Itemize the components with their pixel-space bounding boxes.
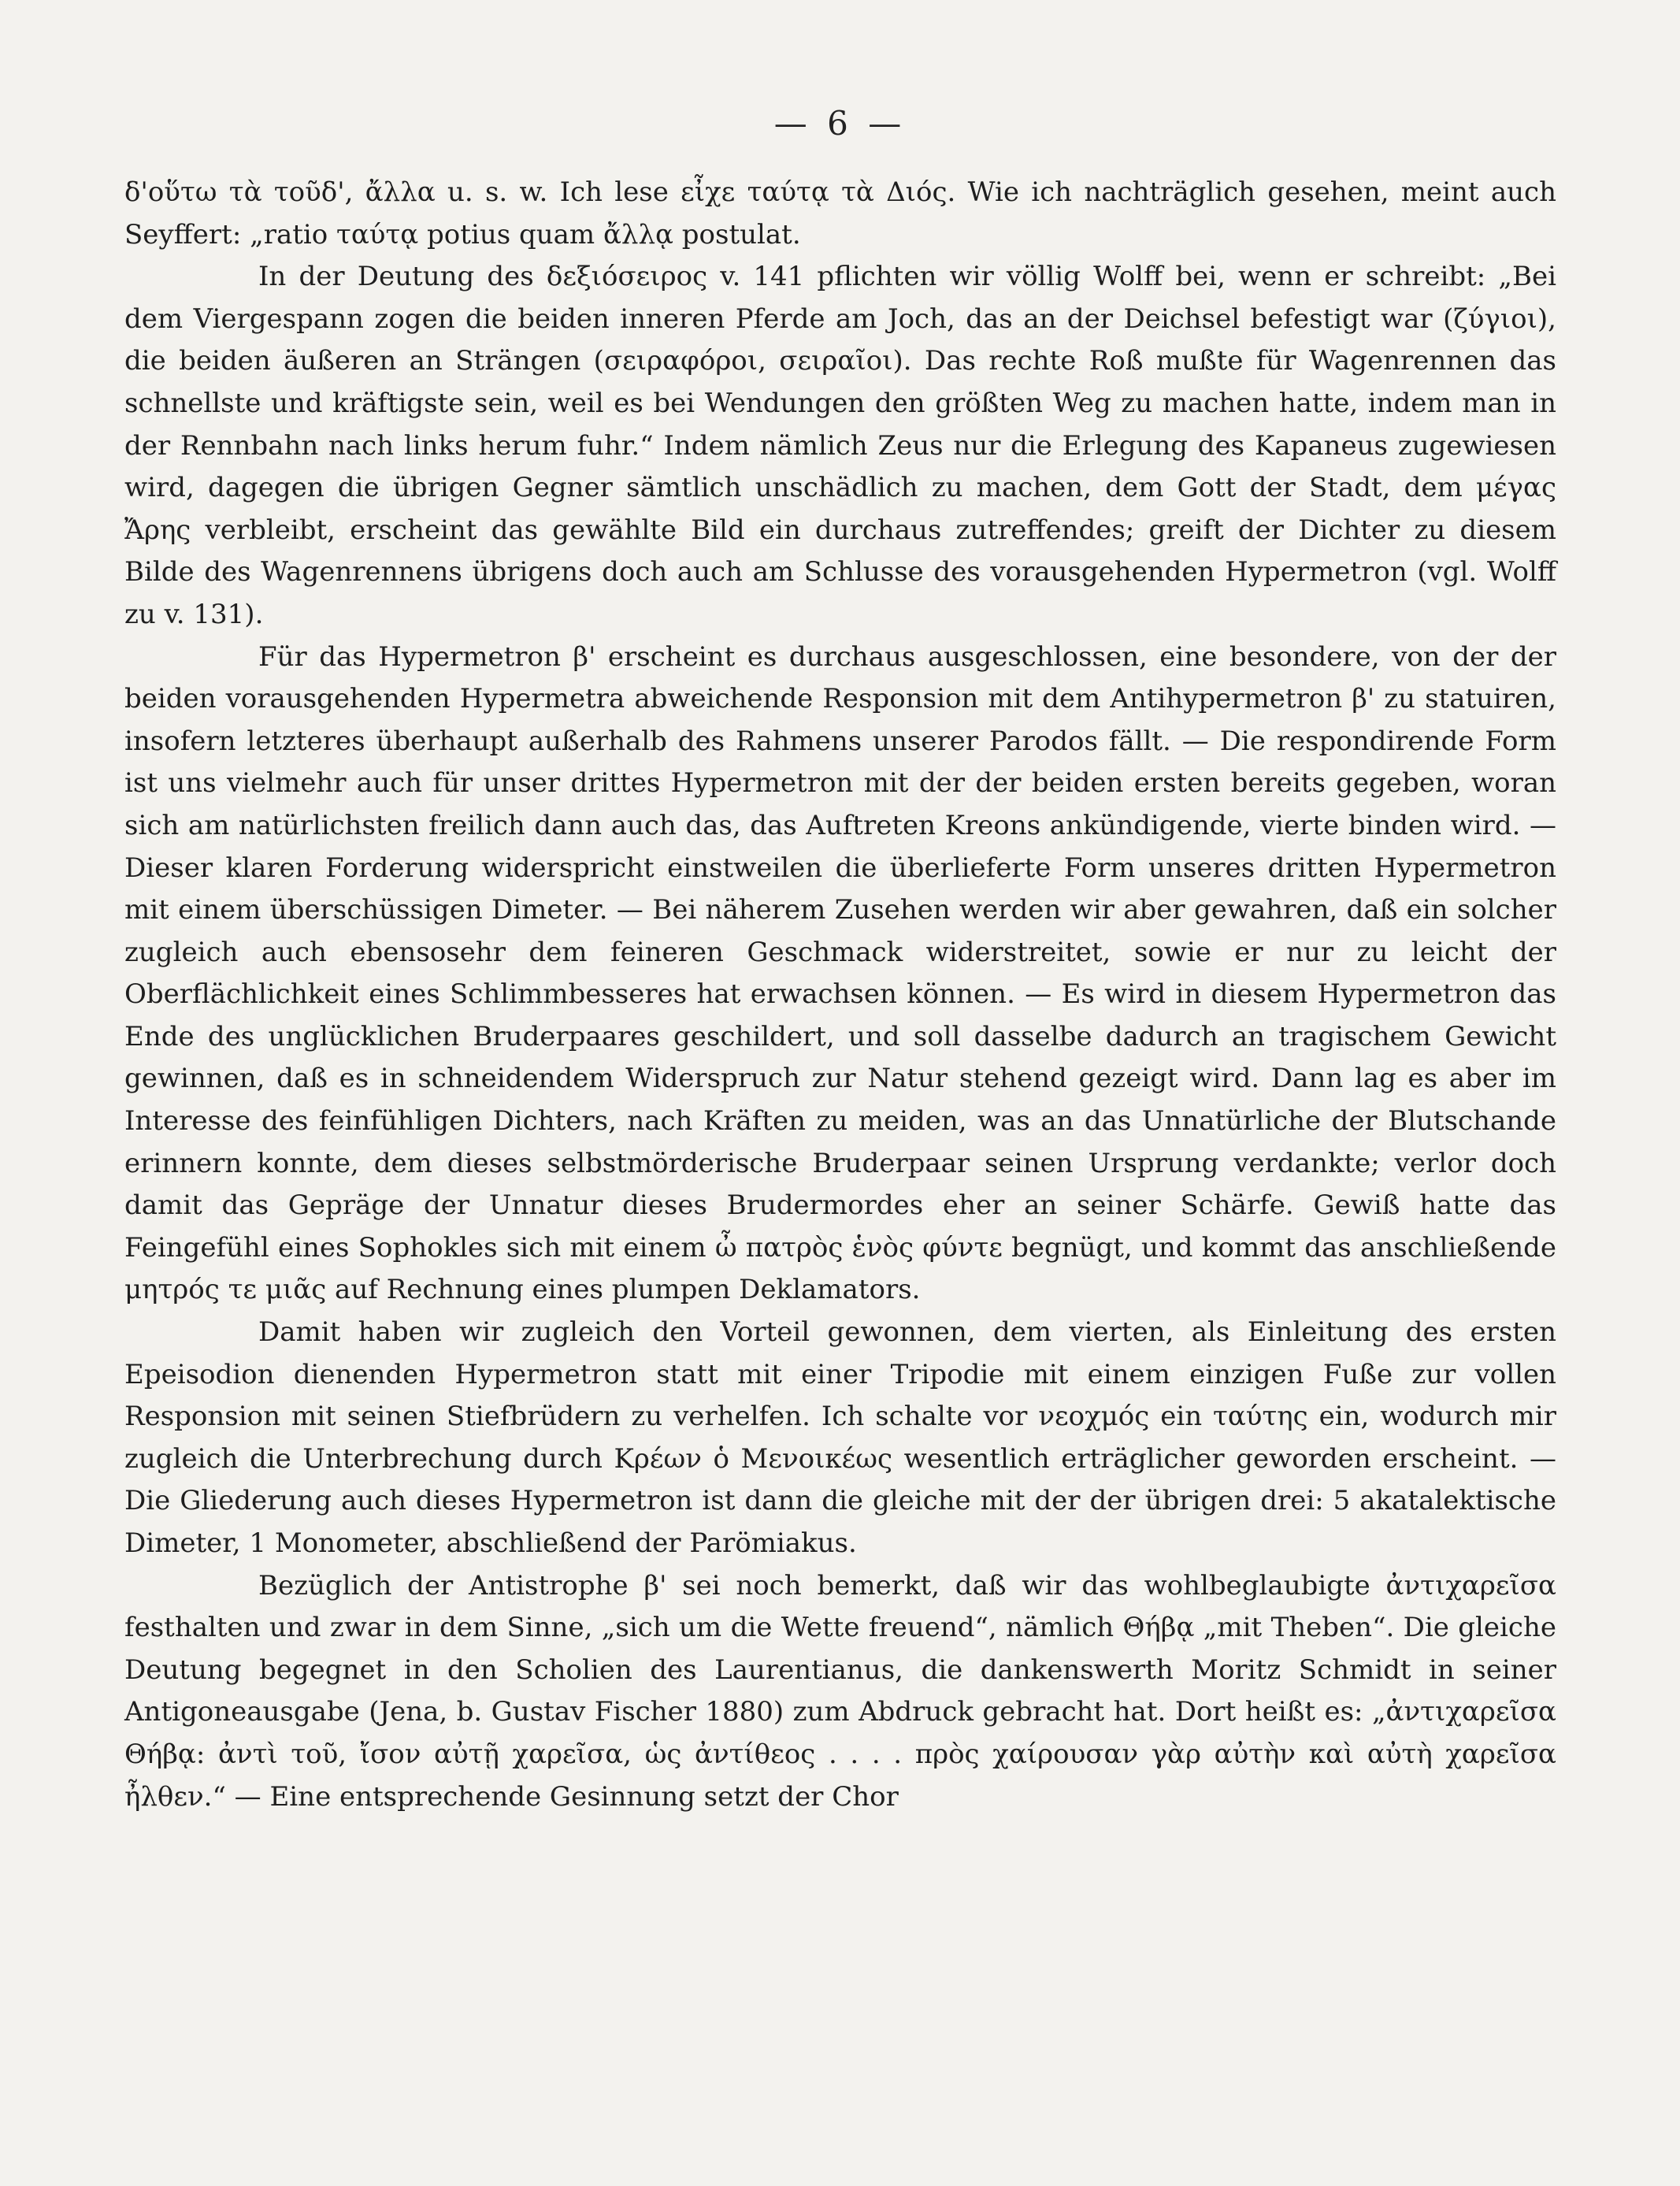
paragraph-4: Damit haben wir zugleich den Vorteil gewonnen, dem vierten, als Einleitung des ersten Epeisodion dienenden Hypermetron statt mit einer Tripodie mit einem einzigen Fuße zur vollen Responsion mit seinen Stiefbrüdern zu verhelfen. Ich schalte vor νεοχμός ein ταύτης ein, wodurch mir zugleich die Unterbrechung durch Κρέων ὁ Μενοικέως wesentlich erträglicher geworden erscheint. — Die Gliederung auch dieses Hypermetron ist dann die gleiche mit der der übrigen drei: 5 akatalektische Dimeter, 1 Monometer, abschließend der Parömiakus. bbox=[124, 1316, 1556, 1559]
paragraph-3: Für das Hypermetron β' erscheint es durchaus ausgeschlossen, eine besondere, von der der beiden vorausgehenden Hypermetra abweichende Responsion mit dem Antihypermetron β' zu statuiren, insofern letzteres überhaupt außerhalb des Rahmens unserer Parodos fällt. — Die respondirende Form ist uns vielmehr auch für unser drittes Hypermetron mit der der beiden ersten bereits gegeben, woran sich am natürlichsten freilich dann auch das, das Auftreten Kreons ankündigende, vierte binden wird. — Dieser klaren Forderung widerspricht einstweilen die überlieferte Form unseres dritten Hypermetron mit einem überschüssigen Dimeter. — Bei näherem Zusehen werden wir aber gewahren, daß ein solcher zugleich auch ebensosehr dem feineren Geschmack widerstreitet, sowie er nur zu leicht der Oberflächlichkeit eines Schlimmbesseres hat erwachsen können. — Es wird in diesem Hypermetron das Ende des unglücklichen Bruderpaares geschildert, und soll dasselbe dadurch an tragischem Gewicht gewinnen, daß es in schneidendem Widerspruch zur Natur stehend gezeigt wird. Dann lag es aber im Interesse des feinfühligen Dichters, nach Kräften zu meiden, was an das Unnatürliche der Blutschande erinnern konnte, dem dieses selbstmörderische Bruderpaar seinen Ursprung verdankte; verlor doch damit das Gepräge der Unnatur dieses Brudermordes eher an seiner Schärfe. Gewiß hatte das Feingefühl eines Sophokles sich mit einem ὦ πατρὸς ἑνὸς φύντε begnügt, und kommt das anschließende μητρός τε μιᾶς auf Rechnung eines plumpen Deklamators. bbox=[124, 640, 1556, 1306]
paragraph-5: Bezüglich der Antistrophe β' sei noch bemerkt, daß wir das wohlbeglaubigte ἀντιχαρεῖσα festhalten und zwar in dem Sinne, „sich um die Wette freuend“, nämlich Θήβᾳ „mit Theben“. Die gleiche Deutung begegnet in den Scholien des Laurentianus, die dankenswerth Moritz Schmidt in seiner Antigoneausgabe (Jena, b. Gustav Fischer 1880) zum Abdruck gebracht hat. Dort heißt es: „ἀντιχαρεῖσα Θήβᾳ: ἀντὶ τοῦ, ἴσον αὐτῇ χαρεῖσα, ὡς ἀντίθεος . . . . πρὸς χαίρουσαν γὰρ αὐτὴν καὶ αὐτὴ χαρεῖσα ἦλθεν.“ — Eine entsprechende Gesinnung setzt der Chor bbox=[124, 1569, 1556, 1813]
body-text bbox=[124, 172, 1556, 1818]
paragraph-2: In der Deutung des δεξιόσειρος v. 141 pflichten wir völlig Wolff bei, wenn er schreibt: „Bei dem Viergespann zogen die beiden inneren Pferde am Joch, das an der Deichsel befestigt war (ζύγιοι), die beiden äußeren an Strängen (σειραφόροι, σειραῖοι). Das rechte Roß mußte für Wagenrennen das schnellste und kräftigste sein, weil es bei Wendungen den größten Weg zu machen hatte, indem man in der Rennbahn nach links herum fuhr.“ Indem nämlich Zeus nur die Erlegung des Kapaneus zugewiesen wird, dagegen die übrigen Gegner sämtlich unschädlich zu machen, dem Gott der Stadt, dem μέγας Ἄρης verbleibt, erscheint das gewählte Bild ein durchaus zutreffendes; greift der Dichter zu diesem Bilde des Wagenrennens übrigens doch auch am Schlusse des vorausgehenden Hypermetron (vgl. Wolff zu v. 131). bbox=[124, 261, 1556, 630]
page-number: — 6 — bbox=[773, 104, 907, 143]
paragraph-1: δ'οὕτω τὰ τοῦδ', ἄλλα u. s. w. Ich lese εἶχε ταύτᾳ τὰ Διός. Wie ich nachträglich gesehen, meint auch Seyffert: „ratio ταύτᾳ potius quam ἄλλᾳ postulat. bbox=[124, 176, 1556, 251]
